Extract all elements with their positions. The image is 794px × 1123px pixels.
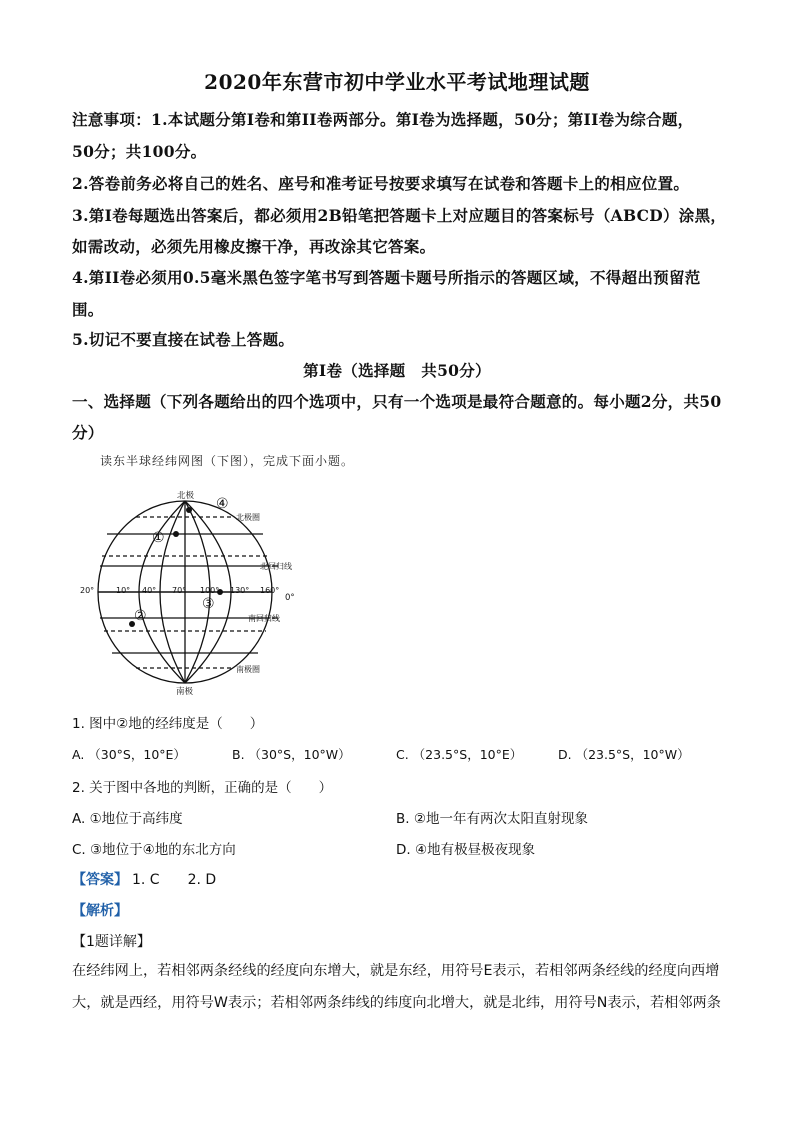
notice-line-8: 5.切记不要直接在试卷上答题。 [72,330,295,349]
lon-label-130: 130° [230,586,250,595]
notice-line-1: 注意事项：1.本试题分第Ⅰ卷和第II卷两部分。第Ⅰ卷为选择题，50分；第II卷为综合题， [72,110,694,129]
q2-option-c: C. ③地位于④地的东北方向 [72,842,236,858]
answer-line [72,869,216,889]
tropic-cancer-label: 北回归线 [260,562,292,571]
lon-label-160-main: 160° [260,586,280,595]
point-3-label: ③ [202,596,215,612]
notice-line-2: 50分；共100分。 [72,142,207,161]
q2-option-d: D. ④地有极昼极夜现象 [396,842,536,858]
south-pole-label: 南极 [176,687,194,697]
notice-line-7: 围。 [72,300,104,319]
point-4-label: ④ [216,496,229,512]
lon-label-40: 40° [142,586,157,595]
part1-instruction-1: 一、选择题（下列各题给出的四个选项中，只有一个选项是最符合题意的。每小题2分，共50 [72,392,722,411]
q1-option-d: D. （23.5°S，10°W） [558,747,690,762]
analysis-line-1: 在经纬网上，若相邻两条经线的经度向东增大，就是东经，用符号E表示，若相邻两条经线的经度向西增 [72,963,720,979]
lon-label-100: 100° [200,586,220,595]
q1-option-b: B. （30°S，10°W） [232,747,351,762]
lon-label-10: 10° [116,586,131,595]
answer-text: 1. C 2. D [132,872,217,888]
analysis-subtag: 【1题详解】 [72,934,151,950]
arctic-circle-label: 北极圈 [236,513,260,522]
q2-option-a: A. ①地位于高纬度 [72,811,183,827]
part1-instruction-2: 分） [72,423,104,442]
lon-label-70: 70° [172,586,187,595]
lon-label-20: 20° [80,586,95,595]
analysis-tag: 【解析】 [72,903,128,919]
q1-option-c: C. （23.5°S，10°E） [396,747,523,762]
point-1-label: ① [152,530,165,546]
section-title: 第Ⅰ卷（选择题 共50分） [303,361,491,380]
question-2-stem: 2. 关于图中各地的判断，正确的是（ ） [72,780,333,796]
page-title: 2020年东营市初中学业水平考试地理试题 [204,70,590,94]
figure-intro: 读东半球经纬网图（下图），完成下面小题。 [100,454,355,468]
answer-tag: 【答案】 [72,872,128,888]
point-4-dot [186,507,192,513]
notice-line-5: 如需改动，必须先用橡皮擦干净，再改涂其它答案。 [72,237,436,256]
q1-option-a: A. （30°S，10°E） [72,747,186,762]
notice-line-3: 2.答卷前务必将自己的姓名、座号和准考证号按要求填写在试卷和答题卡上的相应位置。 [72,174,690,193]
question-1-stem: 1. 图中②地的经纬度是（ ） [72,716,264,732]
point-1-dot [173,531,179,537]
notice-line-6: 4.第II卷必须用0.5毫米黑色签字笔书写到答题卡题号所指示的答题区域，不得超出预留范 [72,268,701,287]
notice-line-4: 3.第Ⅰ卷每题选出答案后，都必须用2B铅笔把答题卡上对应题目的答案标号（ABCD）涂黑， [72,206,727,225]
q2-option-b: B. ②地一年有两次太阳直射现象 [396,811,588,827]
point-2-label: ② [134,608,147,624]
antarctic-circle-label: 南极圈 [236,665,260,674]
equator-label: 0° [285,593,295,603]
eastern-hemisphere-grid-map [72,486,334,698]
analysis-line-2: 大，就是西经，用符号W表示；若相邻两条纬线的纬度向北增大，就是北纬，用符号N表示，若相邻两条 [72,995,721,1011]
tropic-capricorn-label: 南回归线 [248,614,280,623]
north-pole-label: 北极 [177,491,195,501]
